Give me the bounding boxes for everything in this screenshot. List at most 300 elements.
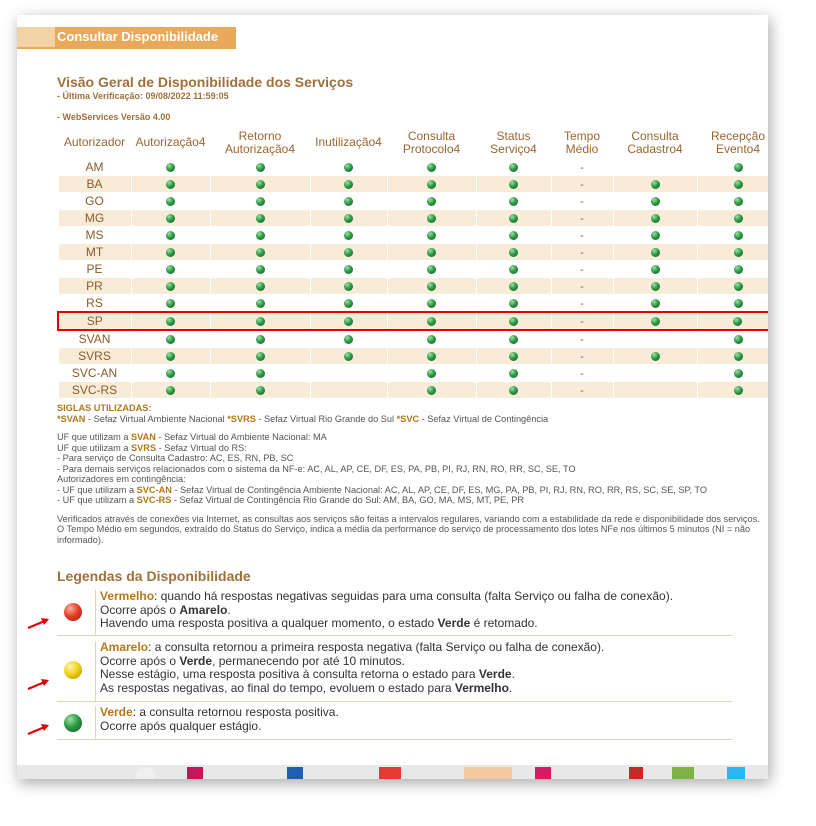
status-cell	[210, 244, 310, 261]
status-cell	[387, 193, 476, 210]
authorizer-name: SVC-RS	[58, 382, 131, 399]
status-cell	[131, 278, 210, 295]
green-status-icon	[651, 180, 660, 189]
taskbar-icon[interactable]	[629, 767, 643, 779]
status-cell	[476, 295, 551, 313]
status-cell	[697, 348, 768, 365]
status-cell	[310, 365, 387, 382]
authorizer-name: SP	[58, 312, 131, 330]
availability-table	[57, 126, 768, 399]
green-status-icon	[166, 317, 175, 326]
column-header-label-2: Cadastro4	[627, 141, 683, 156]
overview-title: Visão Geral de Disponibilidade dos Serviços	[57, 74, 354, 90]
status-cell	[387, 159, 476, 176]
avg-time-value: -	[580, 385, 584, 397]
status-cell	[613, 382, 697, 399]
column-header-label: Status	[496, 128, 531, 143]
avg-time-value: -	[580, 247, 584, 259]
legend-red-icon-cell	[57, 590, 96, 635]
green-status-icon	[256, 163, 265, 172]
green-status-icon	[166, 299, 175, 308]
legend-yellow-l3a: Nesse estágio, uma resposta positiva à consulta retorna o estado para	[100, 667, 479, 682]
status-cell	[613, 210, 697, 227]
green-status-icon	[427, 231, 436, 240]
status-cell	[387, 312, 476, 330]
green-status-icon	[509, 386, 518, 395]
status-cell	[613, 176, 697, 193]
sigla-svrs: *SVRS	[227, 413, 256, 424]
green-status-icon	[734, 265, 743, 274]
column-header-label: Autorizador	[63, 135, 126, 149]
arrow-icon	[27, 616, 51, 630]
status-cell	[697, 365, 768, 382]
taskbar-icon[interactable]	[727, 767, 745, 779]
green-status-icon	[509, 163, 518, 172]
green-status-icon	[651, 197, 660, 206]
status-cell	[210, 382, 310, 399]
status-cell	[613, 295, 697, 313]
authorizer-name: SVAN	[58, 330, 131, 348]
avg-time-value: -	[580, 213, 584, 225]
status-cell	[210, 365, 310, 382]
green-status-icon	[651, 352, 660, 361]
status-cell	[131, 210, 210, 227]
green-status-icon	[256, 317, 265, 326]
table-row	[58, 348, 768, 365]
svcrs-pre: - UF que utilizam a	[57, 495, 137, 505]
status-cell	[131, 365, 210, 382]
status-cell	[613, 348, 697, 365]
table-row	[58, 365, 768, 382]
authorizer-name: PE	[58, 261, 131, 278]
status-cell	[310, 244, 387, 261]
legend-yellow-l2c: , permanecendo por até 10 minutos.	[212, 653, 405, 668]
status-cell	[551, 295, 613, 313]
legend-red-l3b: Verde	[437, 616, 471, 631]
legend-yellow-l3b: Verde	[478, 667, 512, 682]
green-status-icon	[427, 197, 436, 206]
legend-red-l3a: Havendo uma resposta positiva a qualquer momento, o estado	[100, 616, 438, 631]
avg-time-value: -	[580, 368, 584, 380]
status-cell	[310, 382, 387, 399]
table-row	[58, 278, 768, 295]
table-row	[58, 159, 768, 176]
green-status-icon	[509, 299, 518, 308]
green-status-icon	[166, 180, 175, 189]
green-status-icon	[166, 248, 175, 257]
avg-time-value: -	[580, 162, 584, 174]
legend-red-text	[96, 590, 673, 635]
sigla-svan-desc: - Sefaz Virtual Ambiente Nacional	[85, 413, 228, 424]
green-status-icon	[427, 386, 436, 395]
status-cell	[551, 330, 613, 348]
legend-yellow-text	[96, 641, 604, 701]
status-cell	[697, 261, 768, 278]
authorizer-name: GO	[58, 193, 131, 210]
green-status-icon	[651, 282, 660, 291]
green-status-icon	[427, 282, 436, 291]
green-status-icon	[427, 299, 436, 308]
contingencia-line: Autorizadores em contingência:	[57, 474, 186, 484]
green-status-icon	[344, 231, 353, 240]
status-cell	[613, 261, 697, 278]
column-header-label-2: Autorização4	[224, 141, 296, 156]
status-cell	[551, 176, 613, 193]
svrs-pre: UF que utilizam a	[57, 442, 132, 453]
green-status-icon	[734, 299, 743, 308]
status-cell	[697, 295, 768, 313]
ws-version: - WebServices Versão 4.00	[57, 112, 171, 122]
status-cell	[697, 278, 768, 295]
authorizer-name: BA	[58, 176, 131, 193]
status-cell	[476, 330, 551, 348]
status-cell	[697, 210, 768, 227]
green-status-icon	[651, 265, 660, 274]
table-header-row	[58, 127, 768, 159]
legend-green	[57, 706, 732, 740]
green-status-icon	[256, 265, 265, 274]
green-status-icon	[166, 282, 175, 291]
green-status-icon	[166, 386, 175, 395]
status-cell	[131, 227, 210, 244]
status-cell	[210, 159, 310, 176]
status-cell	[697, 244, 768, 261]
legend-yellow-l2b: Verde	[179, 653, 213, 668]
taskbar-icon[interactable]	[535, 767, 551, 779]
green-status-icon	[734, 386, 743, 395]
status-cell	[476, 365, 551, 382]
green-status-icon	[256, 248, 265, 257]
status-cell	[476, 193, 551, 210]
svan-post: - Sefaz Virtual do Ambiente Nacional: MA	[155, 432, 327, 442]
status-cell	[387, 210, 476, 227]
green-status-icon	[166, 214, 175, 223]
avg-time-value: -	[580, 298, 584, 310]
green-status-icon	[651, 214, 660, 223]
legend-yellow-l3c: .	[511, 667, 515, 682]
taskbar-icon[interactable]	[672, 767, 694, 779]
status-cell	[210, 330, 310, 348]
avg-time-value: -	[580, 281, 584, 293]
status-cell	[476, 159, 551, 176]
status-cell	[387, 227, 476, 244]
status-cell	[131, 193, 210, 210]
avg-time-value: -	[580, 334, 584, 346]
legend-title: Legendas da Disponibilidade	[57, 568, 251, 584]
status-cell	[131, 382, 210, 399]
column-header-label: Inutilização4	[315, 135, 382, 149]
status-cell	[551, 278, 613, 295]
legend-red-l3c: é retomado.	[470, 616, 538, 631]
authorizer-name: MS	[58, 227, 131, 244]
status-cell	[310, 227, 387, 244]
table-row	[58, 330, 768, 348]
legend-red-l2c: .	[227, 602, 231, 617]
green-status-icon	[509, 214, 518, 223]
green-status-icon	[509, 248, 518, 257]
table-row	[58, 176, 768, 193]
status-cell	[310, 295, 387, 313]
svcrs-code: SVC-RS	[136, 495, 172, 505]
sigla-svan: *SVAN	[57, 413, 86, 424]
status-cell	[613, 227, 697, 244]
status-cell	[551, 227, 613, 244]
status-cell	[697, 227, 768, 244]
green-status-icon	[427, 317, 436, 326]
green-status-icon	[651, 317, 660, 326]
status-cell	[613, 159, 697, 176]
legend-green-t1: : a consulta retornou resposta positiva.	[132, 705, 339, 719]
green-status-icon	[734, 163, 743, 172]
status-cell	[551, 382, 613, 399]
table-row	[58, 261, 768, 278]
svrs-post: - Sefaz Virtual do RS:	[156, 442, 247, 453]
legend-yellow-l4b: Vermelho	[454, 680, 509, 695]
green-status-icon	[733, 317, 742, 326]
svcan-code: SVC-AN	[136, 484, 172, 495]
status-cell	[131, 295, 210, 313]
svcan-post: - Sefaz Virtual de Contingência Ambiente Nacional: AC, AL, AP, CE, DF, ES, MG, PA, PB, PI, RJ, RN, RO, RR, RS, SC, SE, SP, TO	[171, 484, 708, 495]
status-cell	[310, 193, 387, 210]
green-status-icon	[509, 231, 518, 240]
screenshot-frame	[17, 15, 768, 779]
green-status-icon	[509, 180, 518, 189]
table-row	[58, 382, 768, 399]
green-status-icon	[256, 231, 265, 240]
green-status-icon	[427, 180, 436, 189]
column-header-0	[58, 127, 131, 159]
status-cell	[551, 159, 613, 176]
table-row	[58, 312, 768, 330]
green-status-icon	[256, 369, 265, 378]
status-cell	[476, 348, 551, 365]
green-status-icon	[734, 352, 743, 361]
column-header-6	[551, 127, 613, 159]
legend-yellow	[57, 641, 732, 702]
green-status-icon	[344, 265, 353, 274]
status-cell	[387, 365, 476, 382]
red-status-icon	[64, 603, 82, 621]
green-status-icon	[344, 299, 353, 308]
green-status-icon	[651, 231, 660, 240]
legend-red-l2a: Ocorre após o	[100, 602, 180, 617]
status-cell	[310, 278, 387, 295]
green-status-icon	[427, 352, 436, 361]
taskbar-icon[interactable]	[379, 767, 401, 779]
avg-time-value: -	[580, 196, 584, 208]
svrs-code: SVRS	[131, 442, 157, 453]
status-cell	[476, 312, 551, 330]
green-status-icon	[166, 163, 175, 172]
status-cell	[310, 312, 387, 330]
green-status-icon	[344, 352, 353, 361]
legend-red-t1: : quando há respostas negativas seguidas para uma consulta (falta Serviço ou falha de conexão).	[154, 589, 674, 603]
column-header-4	[387, 127, 476, 159]
green-status-icon	[734, 180, 743, 189]
green-status-icon	[166, 352, 175, 361]
status-cell	[131, 348, 210, 365]
legend-green-icon-cell	[57, 706, 96, 739]
verif-paragraph: Verificados através de conexões via Internet, as consultas aos serviços são feitas a intervalos regulares, variando com a estabilidade da rede e disponibilidade dos serviços. O Tempo Médio em segundos, extraído do Status do Serviço, indica a média da performance do serviço de processamento dos lotes NFe nos últimos 5 minutos (NI = não informado).	[57, 513, 760, 545]
green-status-icon	[256, 282, 265, 291]
green-status-icon	[344, 163, 353, 172]
legend-red-kw: Vermelho	[100, 589, 155, 603]
table-row	[58, 193, 768, 210]
status-cell	[210, 295, 310, 313]
green-status-icon	[427, 335, 436, 344]
status-cell	[387, 176, 476, 193]
legend-yellow-t1: : a consulta retornou a primeira resposta negativa (falta Serviço ou falha de conexão).	[148, 640, 605, 654]
column-header-label-2: Protocolo4	[402, 141, 461, 156]
status-cell	[697, 312, 768, 330]
legend-yellow-l2a: Ocorre após o	[100, 653, 180, 668]
svan-line	[57, 432, 768, 443]
status-cell	[310, 348, 387, 365]
status-cell	[310, 210, 387, 227]
green-status-icon	[734, 282, 743, 291]
svrs-line1: - Para serviço de Consulta Cadastro: AC, ES, RN, PB, SC	[57, 453, 294, 463]
green-status-icon	[166, 197, 175, 206]
legend-red	[57, 590, 732, 636]
column-header-label: Autorização4	[135, 135, 206, 149]
authorizer-name: AM	[58, 159, 131, 176]
status-cell	[210, 227, 310, 244]
svcan-line	[57, 485, 768, 496]
table-row	[58, 244, 768, 261]
svrs-line	[57, 443, 768, 454]
green-status-icon	[734, 369, 743, 378]
siglas-line	[57, 414, 768, 425]
legend-yellow-l4a: As respostas negativas, ao final do tempo, evoluem o estado para	[100, 680, 455, 695]
status-cell	[551, 261, 613, 278]
table-row	[58, 295, 768, 313]
status-cell	[551, 244, 613, 261]
table-row	[58, 227, 768, 244]
legend-yellow-l4c: .	[508, 680, 513, 695]
taskbar-icon[interactable]	[187, 767, 203, 779]
column-header-7	[613, 127, 697, 159]
status-cell	[697, 159, 768, 176]
status-cell	[476, 176, 551, 193]
status-cell	[210, 278, 310, 295]
legend-green-kw: Verde	[100, 705, 133, 719]
arrow-icon	[27, 722, 51, 736]
status-cell	[551, 348, 613, 365]
green-status-icon	[509, 317, 518, 326]
svcan-pre: - UF que utilizam a	[57, 484, 137, 495]
green-status-icon	[166, 231, 175, 240]
status-cell	[697, 330, 768, 348]
taskbar-icon-active[interactable]	[464, 767, 512, 779]
last-check: - Última Verificação: 09/08/2022 11:59:05	[57, 91, 229, 101]
avg-time-value: -	[580, 351, 584, 363]
green-status-icon	[344, 214, 353, 223]
arrow-icon	[27, 677, 51, 691]
status-cell	[131, 176, 210, 193]
green-status-icon	[509, 282, 518, 291]
green-status-icon	[166, 369, 175, 378]
svan-code: SVAN	[131, 432, 156, 442]
status-cell	[387, 330, 476, 348]
green-status-icon	[344, 248, 353, 257]
authorizer-name: MT	[58, 244, 131, 261]
column-header-1	[131, 127, 210, 159]
column-header-5	[476, 127, 551, 159]
authorizer-name: MG	[58, 210, 131, 227]
status-cell	[613, 278, 697, 295]
status-cell	[697, 176, 768, 193]
green-status-icon	[734, 197, 743, 206]
column-header-label-2: Evento4	[715, 141, 761, 156]
green-status-icon	[256, 299, 265, 308]
status-cell	[310, 261, 387, 278]
svrs-line2: - Para demais serviços relacionados com o sistema da NF-e: AC, AL, AP, CE, DF, ES, PA, PB, PI, RJ, RN, RO, RR, SC, SE, TO	[57, 463, 576, 474]
status-cell	[210, 348, 310, 365]
green-status-icon	[256, 386, 265, 395]
status-cell	[131, 330, 210, 348]
authorizer-name: PR	[58, 278, 131, 295]
green-status-icon	[427, 214, 436, 223]
green-status-icon	[344, 197, 353, 206]
status-cell	[697, 382, 768, 399]
status-cell	[387, 278, 476, 295]
green-status-icon	[509, 335, 518, 344]
green-status-icon	[256, 335, 265, 344]
green-status-icon	[427, 163, 436, 172]
column-header-label-2: Médio	[565, 141, 599, 156]
status-cell	[613, 244, 697, 261]
column-header-label: Recepção	[710, 128, 766, 143]
status-cell	[387, 261, 476, 278]
green-status-icon	[509, 352, 518, 361]
green-status-icon	[166, 335, 175, 344]
green-status-icon	[256, 197, 265, 206]
status-cell	[131, 261, 210, 278]
green-status-icon	[734, 248, 743, 257]
taskbar-icon[interactable]	[287, 767, 303, 779]
status-cell	[131, 312, 210, 330]
column-header-3	[310, 127, 387, 159]
column-header-label-2: Serviço4	[490, 141, 537, 156]
authorizer-name: SVC-AN	[58, 365, 131, 382]
green-status-icon	[509, 369, 518, 378]
green-status-icon	[734, 214, 743, 223]
status-cell	[551, 210, 613, 227]
title-underline	[17, 47, 236, 49]
sigla-svrs-desc: - Sefaz Virtual Rio Grande do Sul	[255, 413, 397, 424]
svcrs-line	[57, 495, 768, 506]
status-cell	[476, 210, 551, 227]
legend-green-text	[96, 706, 339, 739]
status-cell	[476, 227, 551, 244]
column-header-2	[210, 127, 310, 159]
column-header-label: Consulta	[631, 128, 679, 143]
status-cell	[210, 210, 310, 227]
green-status-icon	[734, 335, 743, 344]
green-status-icon	[427, 265, 436, 274]
svan-pre: UF que utilizam a	[57, 432, 132, 442]
status-cell	[210, 312, 310, 330]
legend-red-l2b: Amarelo	[179, 602, 228, 617]
status-cell	[310, 330, 387, 348]
status-cell	[210, 193, 310, 210]
status-cell	[476, 244, 551, 261]
green-status-icon	[256, 352, 265, 361]
status-cell	[387, 295, 476, 313]
status-cell	[387, 244, 476, 261]
green-status-icon	[256, 214, 265, 223]
status-cell	[613, 365, 697, 382]
